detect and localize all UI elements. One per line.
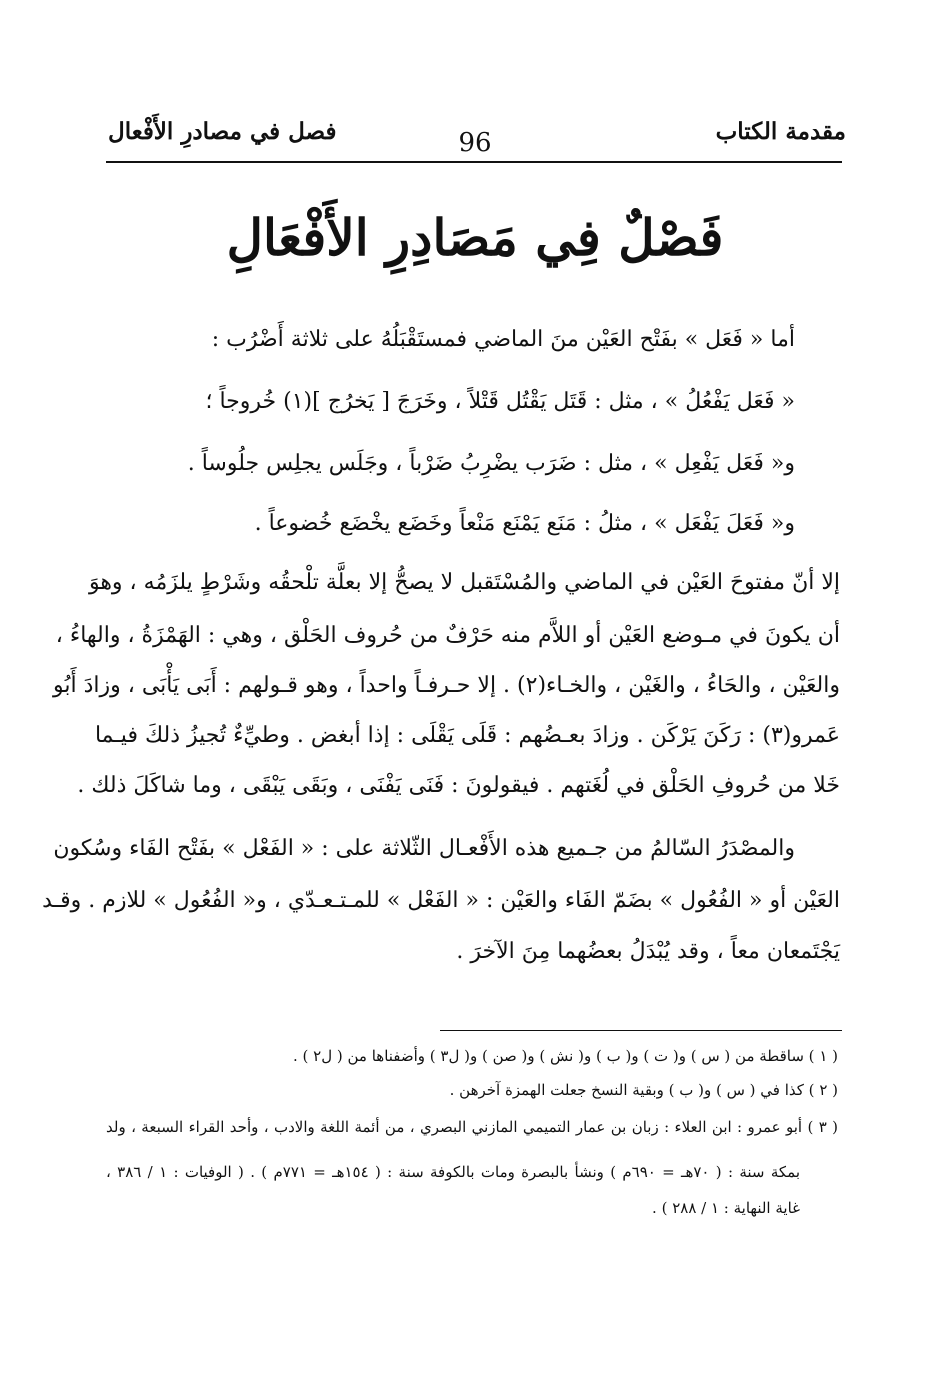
text-line: إلا أنّ مفتوحَ العَيْن في الماضي والمُسْتَقبل لا يصحُّ إلا بعلَّة تلْحقُه وشَرْطٍ يلزَمُه ، وهوَ <box>88 570 840 595</box>
text-line: يَجْتَمعان معاً ، وقد يُبْدَلُ بعضُهما مِنَ الآخرَ . <box>456 939 840 964</box>
text-line: و« فَعَلَ يَفْعَل » ، مثلُ : مَنَع يَمْنَع مَنْعاً وخَضَع يخْضَع خُضوعاً . <box>254 511 795 536</box>
section-title: فَصْلٌ فِي مَصَادِرِ الأَفْعَالِ <box>226 208 724 267</box>
text-line: العَيْن أو « الفُعُول » بضَمّ الفَاء والعَيْن : « الفَعْل » للمـتـعـدّي ، و« الفُعُول » للازم . وقـد <box>42 888 840 913</box>
text-line: عَمرو(٣) : رَكَنَ يَرْكَن . وزادَ بعـضُهم : قَلَى يَقْلَى : إذا أبغض . وطيِّءٌ تُجيزُ ذلكَ فيـما <box>94 723 840 748</box>
text-line: أما « فَعَل » بفَتْح العَيْن منَ الماضي فمستَقْبَلُهُ على ثلاثة أَضْرُب : <box>211 327 795 352</box>
footnote-3-continued: بمكة سنة : ( ٧٠هـ = ٦٩٠م ) ونشأ بالبصرة ومات بالكوفة سنة : ( ١٥٤هـ = ٧٧١م ) . ( الوفيات : ١ / ٣٨٦ ، <box>106 1163 801 1181</box>
footnote-3-end: غاية النهاية : ١ / ٢٨٨ ) . <box>652 1199 800 1217</box>
footnote-1: ( ١ ) ساقطة من ( س ) و( ت ) و( ب ) و( نش ) و( صن ) و( ل٣ ) وأضفناها من ( ل٢ ) . <box>292 1047 838 1065</box>
text-line: والمصْدَرُ السّالمُ من جـميع هذه الأَفْعـال الثّلاثة على : « الفَعْل » بفَتْح الفَاء وسُكون <box>53 836 795 861</box>
running-header-book-title: مقدمة الكتاب <box>715 118 846 145</box>
footnote-3: ( ٣ ) أبو عمرو : ابن العلاء : زبان بن عمار التميمي المازني البصري ، من أئمة اللغة والادب ، وأحد القراء السبعة ، ولد <box>106 1118 838 1136</box>
text-line: والعَيْن ، والحَاءُ ، والغَيْن ، والخـاء(٢) . إلا حـرفـاً واحداً ، وهو قـولهم : أَبَى يَأْبَى ، وزادَ أَبُو <box>53 673 840 698</box>
text-line: « فَعَل يَفْعُلُ » ، مثل : قَتَل يَقْتُل قَتْلاً ، وخَرَجَ [ يَخرُج ](١) خُروجاً ؛ <box>205 389 795 414</box>
header-rule <box>106 161 842 163</box>
footnote-rule <box>440 1030 842 1031</box>
footnote-2: ( ٢ ) كذا في ( س ) و( ب ) وبقية النسخ جعلت الهمزة آخرهن . <box>449 1081 838 1099</box>
page-number: 96 <box>458 128 492 158</box>
text-line: و« فَعَل يَفْعِل » ، مثل : ضَرَب يضْرِبُ ضَرْباً ، وجَلَس يجلِس جلُوساً . <box>187 451 795 476</box>
text-line: أن يكونَ في مـوضع العَيْن أو اللاَّم منه حَرْفٌ من حُروف الحَلْق ، وهي : الهَمْزَةُ ، والهاءُ ، <box>55 623 840 648</box>
text-line: خَلا من حُروفِ الحَلْق في لُغَتهم . فيقولونَ : فَنَى يَفْنَى ، وبَقَى يَبْقَى ، وما شاكَلَ ذلك . <box>77 773 840 798</box>
running-header-chapter-title: فصل في مصادرِ الأَفْعال <box>108 118 337 145</box>
